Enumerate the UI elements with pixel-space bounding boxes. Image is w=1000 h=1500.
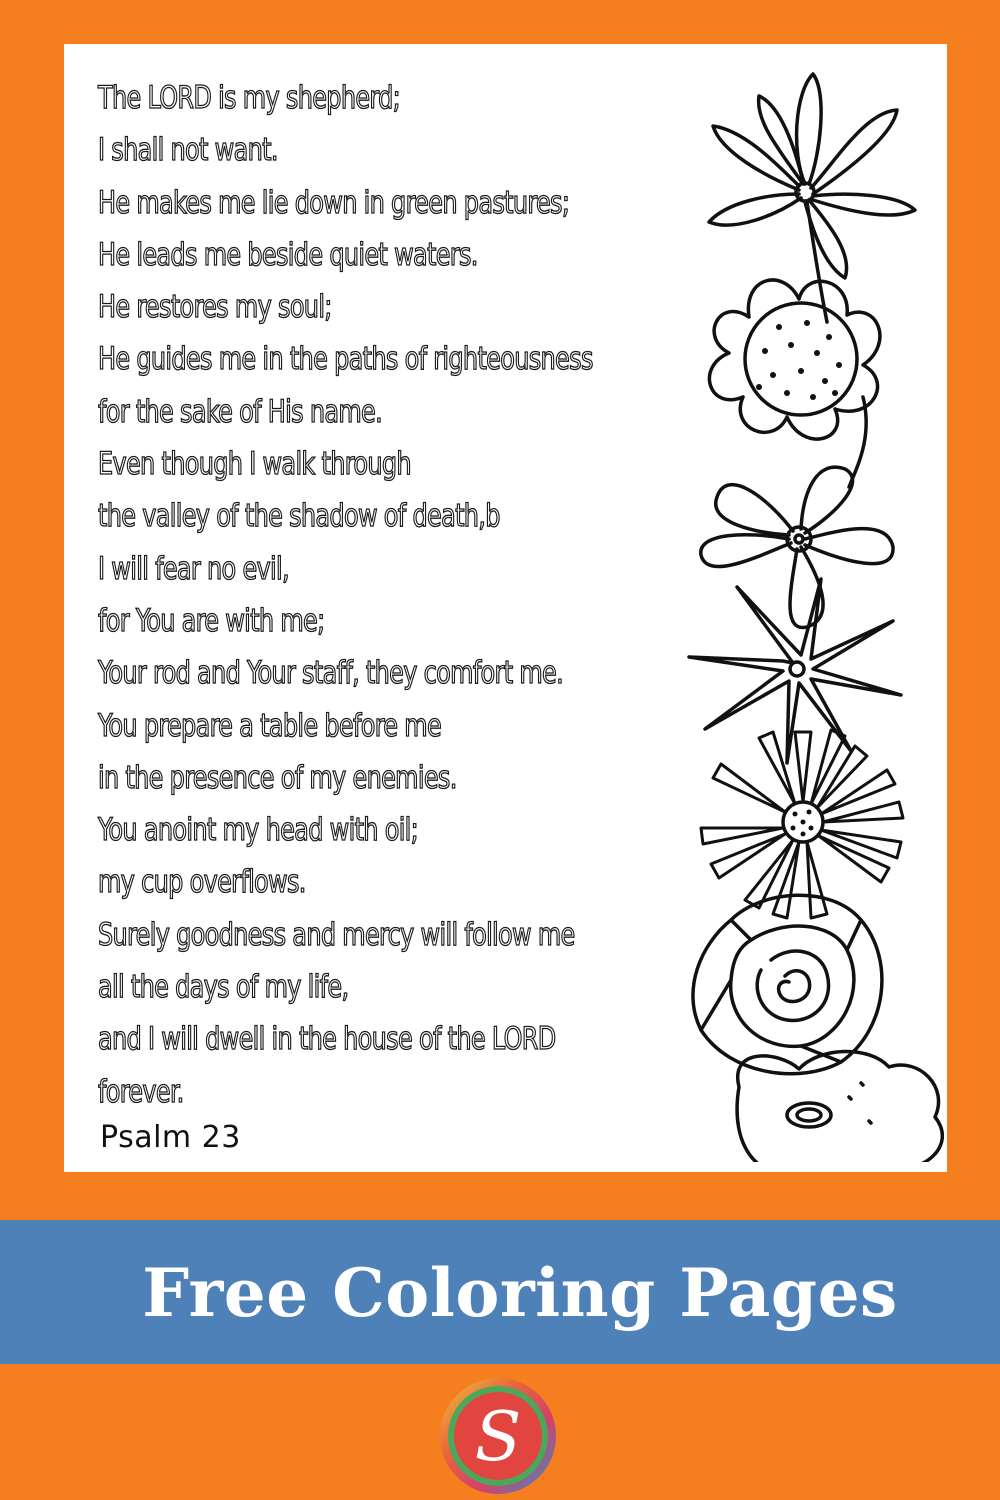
poem-line: my cup overflows.	[98, 864, 306, 901]
poem-line: Even though I walk through	[98, 446, 411, 483]
poem-line: in the presence of my enemies.	[98, 759, 457, 796]
poem-line: and I will dwell in the house of the LORD	[98, 1021, 556, 1058]
psalm-text	[98, 72, 698, 1118]
poem-line: He leads me beside quiet waters.	[98, 236, 478, 273]
sunflower-icon	[709, 280, 879, 487]
psalm-citation: Psalm 23	[100, 1120, 241, 1155]
pansy-flower-icon	[701, 467, 893, 627]
poem-line: I will fear no evil,	[98, 550, 289, 587]
poem-line: He makes me lie down in green pastures;	[98, 184, 570, 221]
poem-line: I shall not want.	[98, 132, 278, 169]
blob-flower-icon	[737, 1051, 942, 1162]
flower-column-illustration	[679, 62, 949, 1162]
poem-line: forever.	[98, 1073, 184, 1110]
poem-line: The LORD is my shepherd;	[98, 80, 401, 116]
poem-line: the valley of the shadow of death,b	[98, 498, 500, 535]
poem-line: for the sake of His name.	[98, 393, 383, 430]
poem-line: He restores my soul;	[98, 289, 332, 326]
poem-line: for You are with me;	[98, 602, 325, 639]
poem-line: He guides me in the paths of righteousness	[98, 341, 593, 378]
poem-line: You anoint my head with oil;	[98, 812, 419, 849]
poem-line: You prepare a table before me	[98, 707, 442, 744]
poem-line: Your rod and Your staff, they comfort me.	[98, 655, 564, 692]
stevie-doodles-logo-icon[interactable]	[436, 1374, 560, 1498]
poem-line: Surely goodness and mercy will follow me	[98, 916, 575, 953]
logo-letter: S	[474, 1398, 522, 1477]
banner-title: Free Coloring Pages	[142, 1254, 898, 1332]
banner	[0, 1220, 1000, 1364]
coloring-page	[64, 44, 947, 1172]
rose-flower-icon	[693, 895, 882, 1074]
poem-line: all the days of my life,	[98, 969, 349, 1006]
aster-flower-icon	[701, 730, 903, 918]
